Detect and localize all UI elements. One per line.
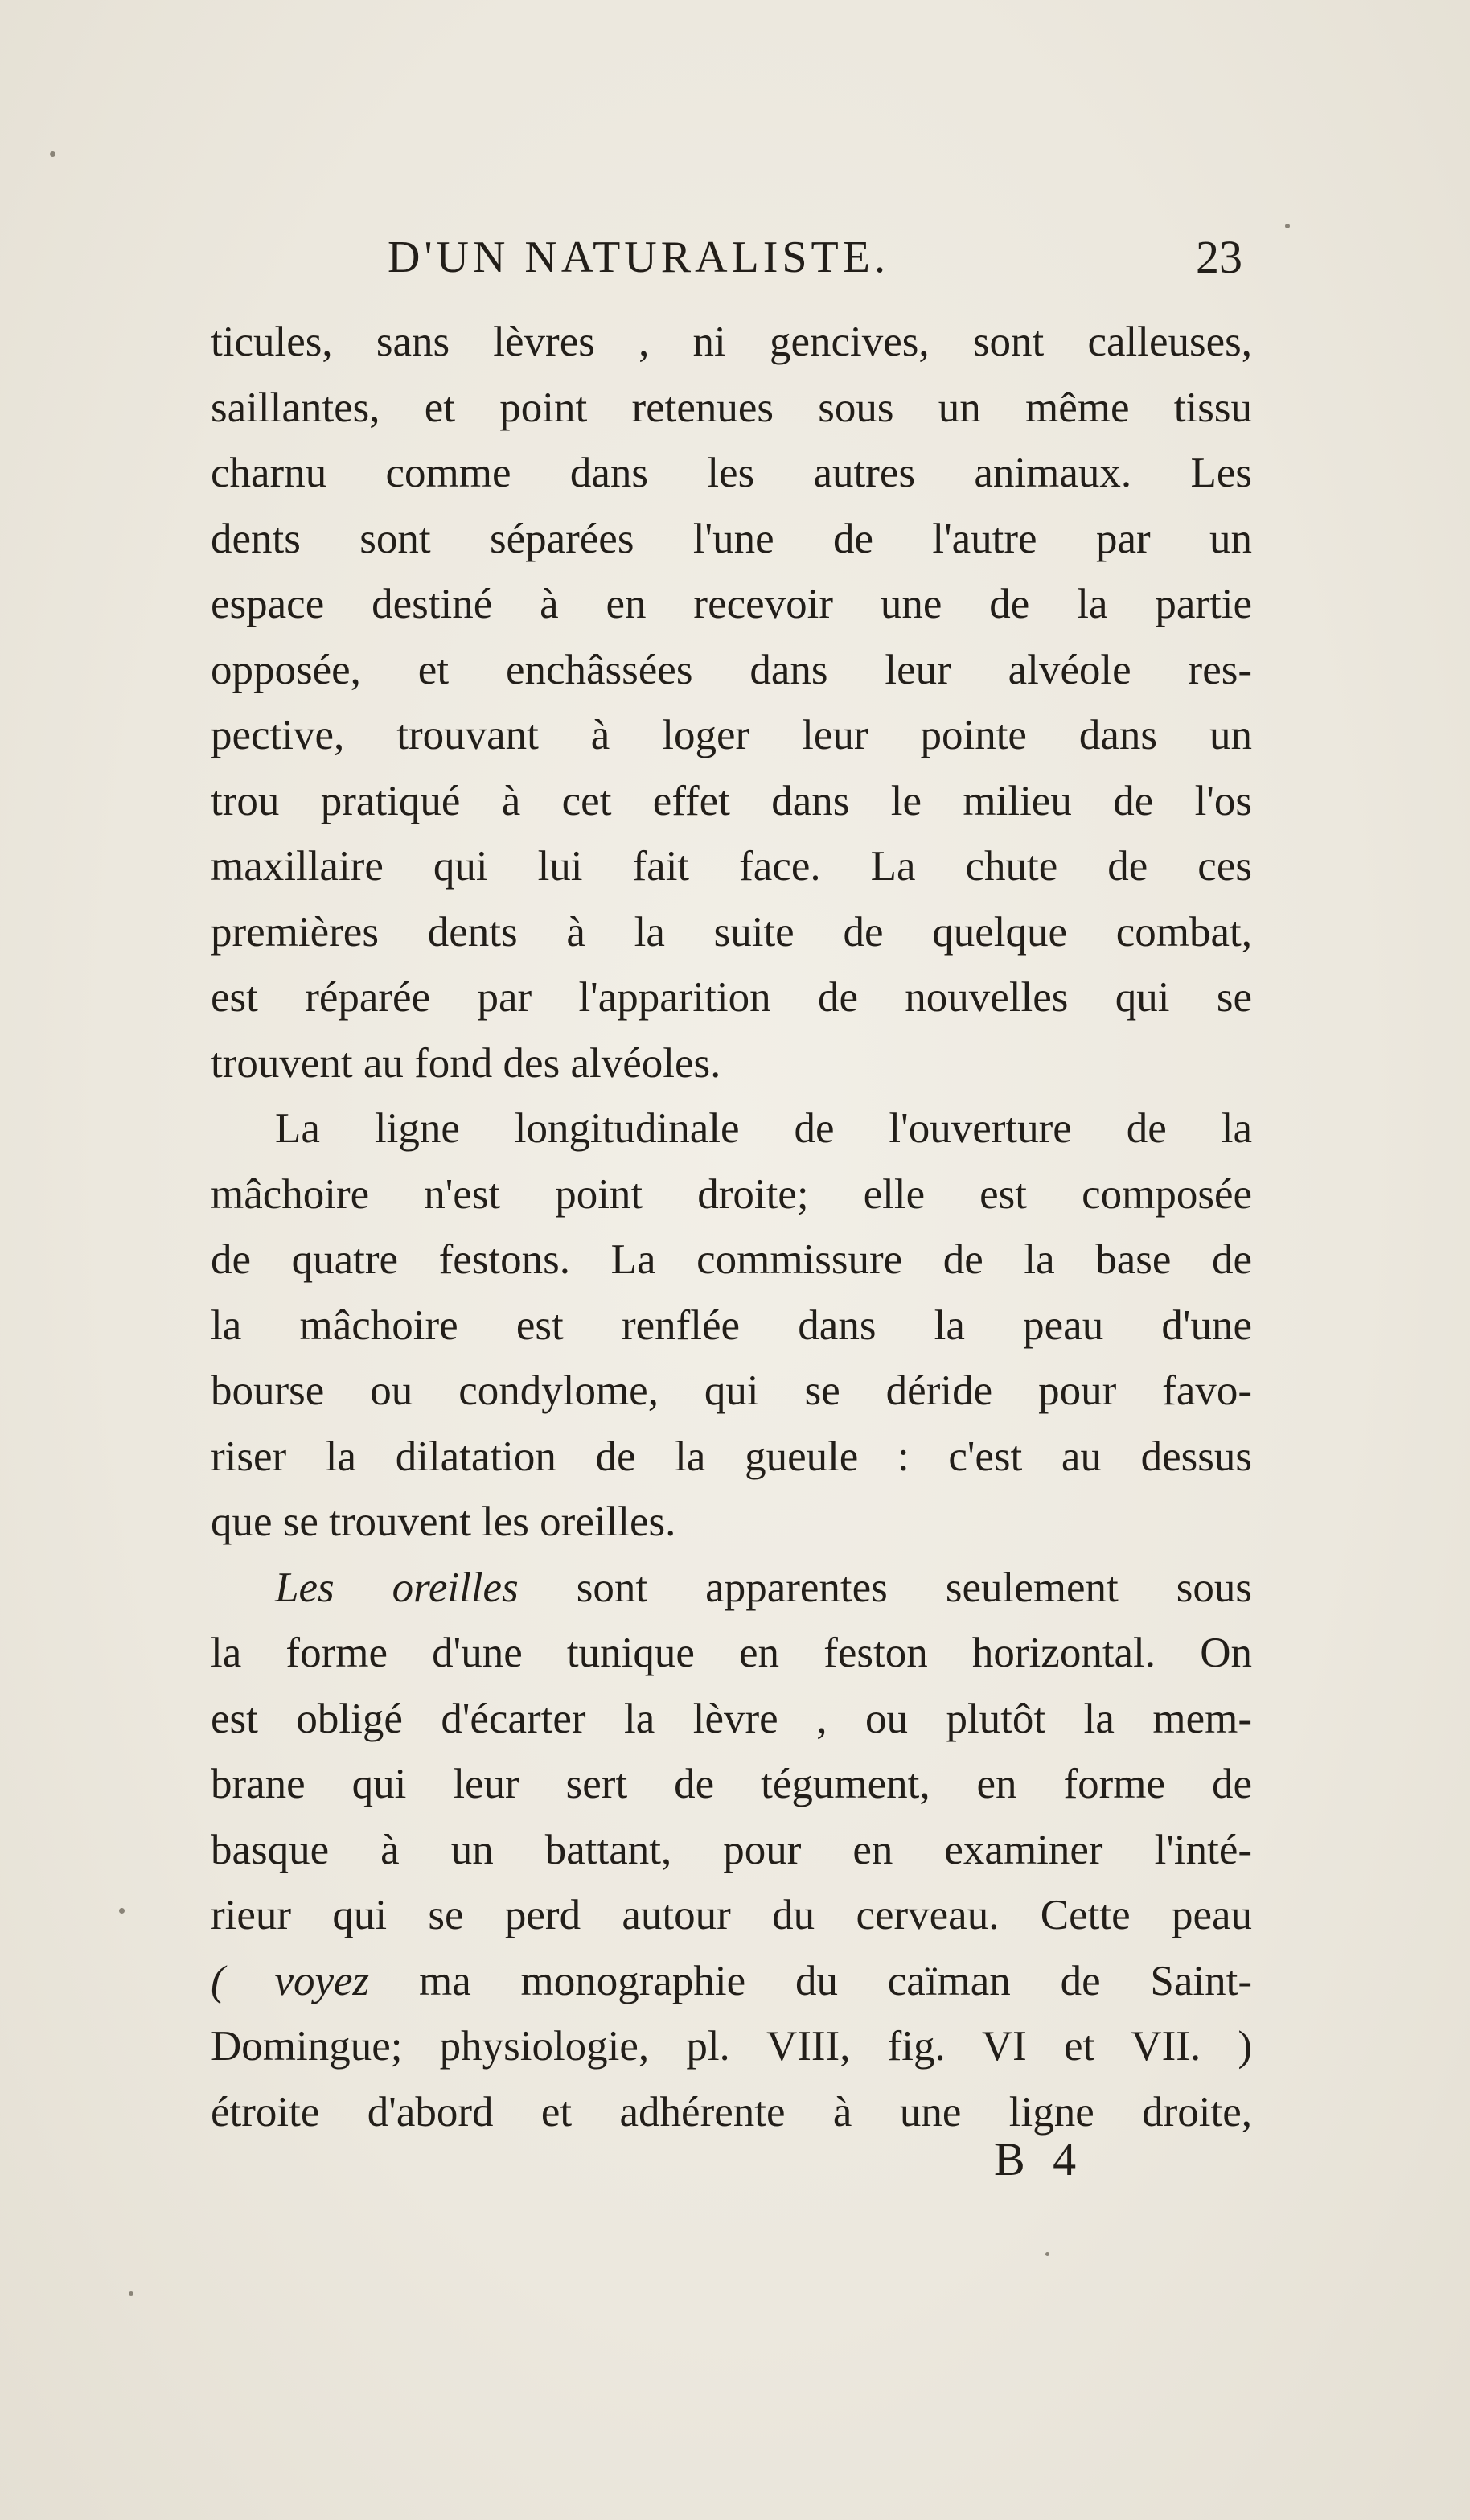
text-line: La ligne longitudinale de l'ouverture de la [275, 1105, 1252, 1152]
text-line: riser la dilatation de la gueule : c'est au dessus [211, 1433, 1252, 1480]
page-number: 23 [1196, 231, 1242, 283]
text-line [211, 1949, 1252, 2015]
page-header [211, 225, 1252, 290]
text-line: saillantes, et point retenues sous un même tissu [211, 384, 1252, 431]
text-line: trouvent au fond des alvéoles. [211, 1039, 721, 1087]
body-text [211, 310, 1252, 2145]
text-line: de quatre festons. La commissure de la base de [211, 1236, 1252, 1283]
signature-mark: B 4 [994, 2133, 1085, 2185]
text-line: pective, trouvant à loger leur pointe dans un [211, 712, 1252, 758]
text-line: dents sont séparées l'une de l'autre par un [211, 515, 1252, 562]
paper-speck [129, 2291, 133, 2296]
text-line: est obligé d'écarter la lèvre , ou plutôt la mem- [211, 1695, 1252, 1742]
italic-lead: Les oreilles [275, 1564, 519, 1611]
text-line: étroite d'abord et adhérente à une ligne droite, [211, 2088, 1252, 2136]
text-line: basque à un battant, pour en examiner l'inté- [211, 1826, 1252, 1873]
text-line: brane qui leur sert de tégument, en forme de [211, 1761, 1252, 1807]
text-line-rest: ma monographie du caïman de Saint- [418, 1957, 1253, 2004]
text-line: que se trouvent les oreilles. [211, 1498, 676, 1545]
text-line: Domingue; physiologie, pl. VIII, fig. VI et VII. ) [211, 2023, 1252, 2070]
text-line: trou pratiqué à cet effet dans le milieu de l'os [211, 777, 1252, 824]
paper-speck [1285, 224, 1290, 228]
paper-speck [119, 1908, 125, 1914]
paper-speck [1045, 2252, 1049, 2256]
text-line: opposée, et enchâssées dans leur alvéole res- [211, 646, 1252, 693]
text-line: la mâchoire est renflée dans la peau d'une [211, 1301, 1252, 1349]
text-line-rest: sont apparentes seulement sous [576, 1564, 1253, 1611]
text-line: charnu comme dans les autres animaux. Les [211, 450, 1252, 496]
text-line: est réparée par l'apparition de nouvelles qui se [211, 974, 1252, 1021]
text-line: la forme d'une tunique en feston horizontal. On [211, 1630, 1252, 1676]
italic-reference: ( voyez [211, 1957, 370, 2004]
paper-speck [50, 151, 55, 157]
text-line: ticules, sans lèvres , ni gencives, sont calleuses, [211, 319, 1252, 365]
text-line: espace destiné à en recevoir une de la partie [211, 581, 1252, 627]
text-line [211, 1556, 1252, 1622]
text-line: premières dents à la suite de quelque combat, [211, 908, 1252, 956]
running-head: D'UN NATURALISTE. [388, 232, 889, 282]
text-line: rieur qui se perd autour du cerveau. Cette peau [211, 1892, 1252, 1938]
text-line: maxillaire qui lui fait face. La chute de ces [211, 843, 1252, 890]
text-line: bourse ou condylome, qui se déride pour favo- [211, 1367, 1252, 1414]
text-line: mâchoire n'est point droite; elle est composée [211, 1170, 1252, 1218]
